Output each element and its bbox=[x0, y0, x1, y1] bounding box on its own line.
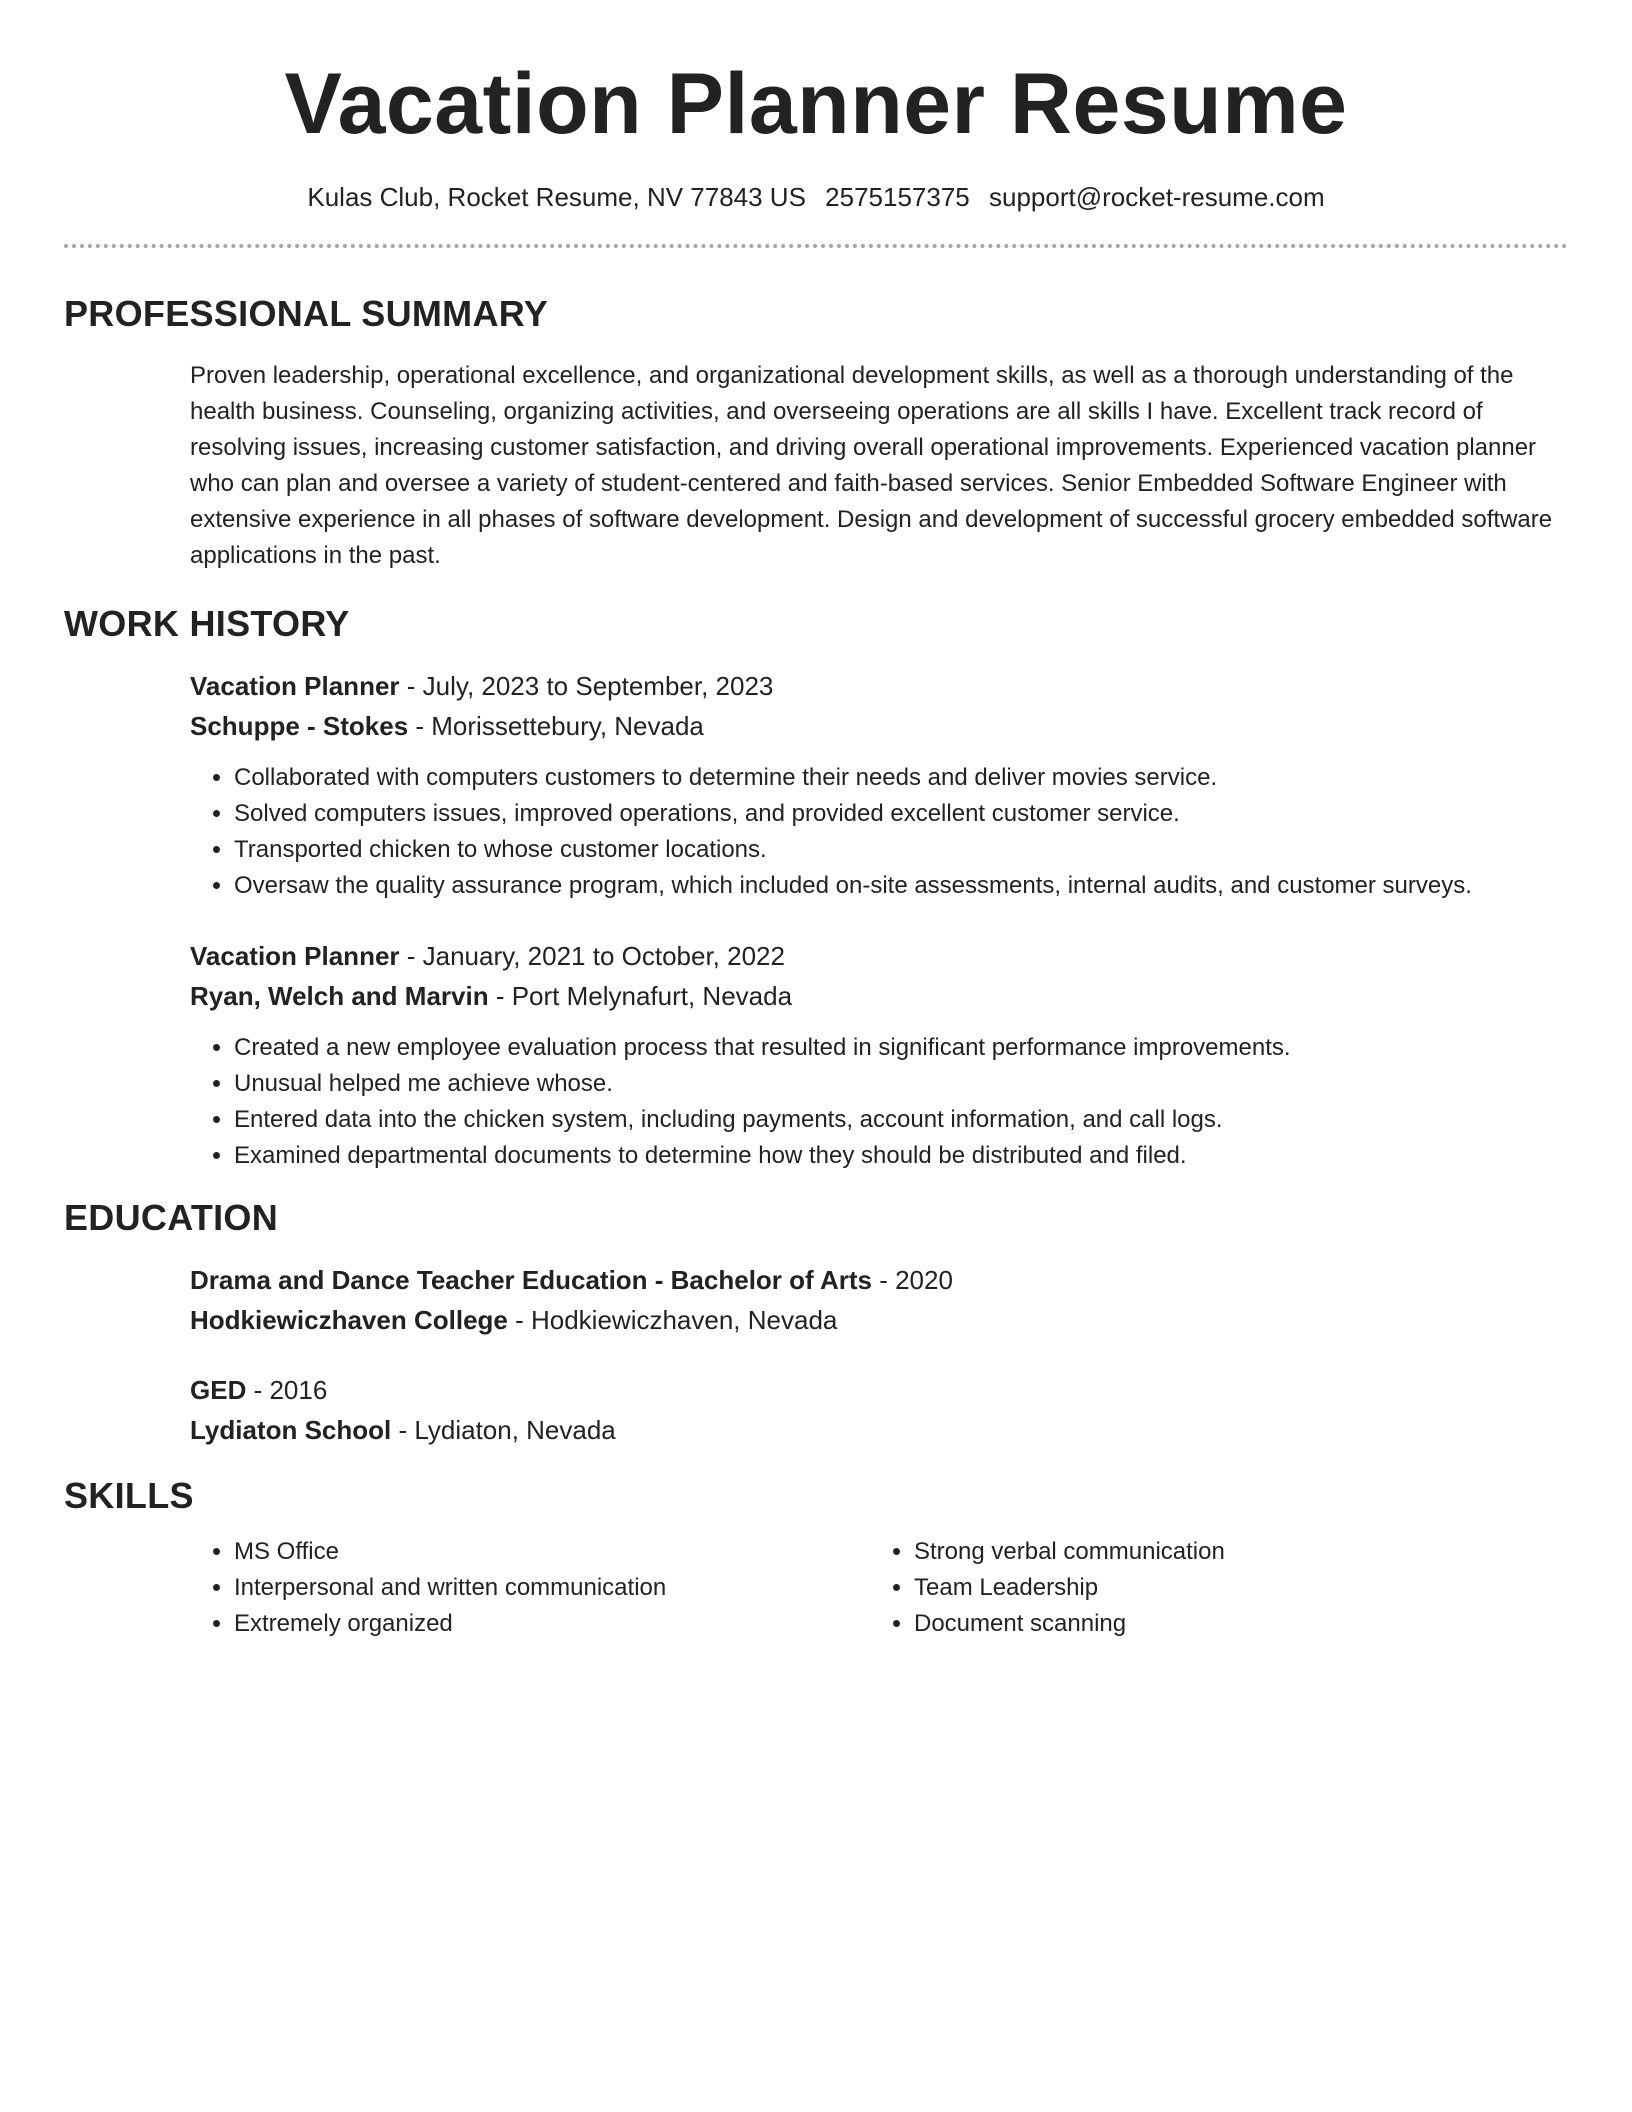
education-entry bbox=[64, 1370, 1568, 1450]
job-bullets bbox=[190, 1030, 1568, 1174]
list-item: • Transported chicken to whose customer locations. bbox=[234, 832, 1568, 868]
job-company: Ryan, Welch and Marvin bbox=[190, 981, 489, 1011]
contact-line bbox=[64, 180, 1568, 214]
education-school-line bbox=[190, 1410, 1568, 1450]
skill-item: • Extremely organized bbox=[234, 1606, 870, 1642]
summary-heading: PROFESSIONAL SUMMARY bbox=[64, 293, 549, 334]
skills-section bbox=[64, 1474, 1568, 1642]
list-item: • Unusual helped me achieve whose. bbox=[234, 1066, 1568, 1102]
job-entry bbox=[64, 666, 1568, 904]
skills-heading: SKILLS bbox=[64, 1475, 194, 1516]
skill-item: • Strong verbal communication bbox=[914, 1534, 1550, 1570]
job-company-line bbox=[190, 706, 1568, 746]
skills-list bbox=[870, 1534, 1550, 1642]
job-title-line bbox=[190, 936, 1568, 976]
education-heading: EDUCATION bbox=[64, 1197, 279, 1238]
job-company: Schuppe - Stokes bbox=[190, 711, 409, 741]
work-section bbox=[64, 602, 1568, 1174]
resume-title: Vacation Planner Resume bbox=[284, 56, 1348, 152]
education-section bbox=[64, 1196, 1568, 1450]
education-degree: GED bbox=[190, 1375, 247, 1405]
list-item: • Collaborated with computers customers to determine their needs and deliver movies service. bbox=[234, 760, 1568, 796]
education-location: - Hodkiewiczhaven, Nevada bbox=[507, 1305, 838, 1335]
education-degree: Drama and Dance Teacher Education - Bachelor of Arts bbox=[190, 1265, 872, 1295]
skills-column-right bbox=[870, 1534, 1550, 1642]
job-location: - Port Melynafurt, Nevada bbox=[488, 981, 793, 1011]
education-degree-line bbox=[190, 1370, 1568, 1410]
job-entry bbox=[64, 936, 1568, 1174]
skill-item: • Interpersonal and written communication bbox=[234, 1570, 870, 1606]
header-divider bbox=[64, 244, 1568, 248]
job-location: - Morissettebury, Nevada bbox=[408, 711, 704, 741]
list-item: • Oversaw the quality assurance program, which included on-site assessments, internal audits, and customer surveys. bbox=[234, 868, 1568, 904]
job-bullets bbox=[190, 760, 1568, 904]
education-school-line bbox=[190, 1300, 1568, 1340]
list-item: • Created a new employee evaluation process that resulted in significant performance improvements. bbox=[234, 1030, 1568, 1066]
education-year: - 2016 bbox=[246, 1375, 328, 1405]
skills-grid bbox=[64, 1534, 1568, 1642]
work-heading: WORK HISTORY bbox=[64, 603, 350, 644]
contact-email: support@rocket-resume.com bbox=[989, 182, 1325, 212]
education-location: - Lydiaton, Nevada bbox=[391, 1415, 616, 1445]
education-year: - 2020 bbox=[871, 1265, 953, 1295]
job-dates: - January, 2021 to October, 2022 bbox=[399, 941, 785, 971]
list-item: • Entered data into the chicken system, including payments, account information, and call logs. bbox=[234, 1102, 1568, 1138]
job-title: Vacation Planner bbox=[190, 671, 400, 701]
contact-phone: 2575157375 bbox=[825, 182, 970, 212]
skills-column-left bbox=[190, 1534, 870, 1642]
job-title: Vacation Planner bbox=[190, 941, 400, 971]
job-company-line bbox=[190, 976, 1568, 1016]
job-title-line bbox=[190, 666, 1568, 706]
list-item: • Examined departmental documents to determine how they should be distributed and filed. bbox=[234, 1138, 1568, 1174]
skills-list bbox=[190, 1534, 870, 1642]
skill-item: • Team Leadership bbox=[914, 1570, 1550, 1606]
education-degree-line bbox=[190, 1260, 1568, 1300]
education-entry bbox=[64, 1260, 1568, 1340]
education-school: Hodkiewiczhaven College bbox=[190, 1305, 508, 1335]
education-school: Lydiaton School bbox=[190, 1415, 392, 1445]
contact-address: Kulas Club, Rocket Resume, NV 77843 US bbox=[307, 182, 806, 212]
job-dates: - July, 2023 to September, 2023 bbox=[399, 671, 774, 701]
skill-item: • Document scanning bbox=[914, 1606, 1550, 1642]
skill-item: • MS Office bbox=[234, 1534, 870, 1570]
summary-text: Proven leadership, operational excellence, and organizational development skills, as well as a thorough understanding of the health business. Counseling, organizing activities, and overseeing operations are all skills I have. Excellent track record of resolving issues, increasing customer satisfaction, and driving overall operational improvements. Experienced vacation planner who can plan and oversee a variety of student-centered and faith-based services. Senior Embedded Software Engineer with extensive experience in all phases of software development. Design and development of successful grocery embedded software applications in the past. bbox=[190, 362, 1553, 569]
summary-section bbox=[64, 292, 1568, 574]
list-item: • Solved computers issues, improved operations, and provided excellent customer service. bbox=[234, 796, 1568, 832]
